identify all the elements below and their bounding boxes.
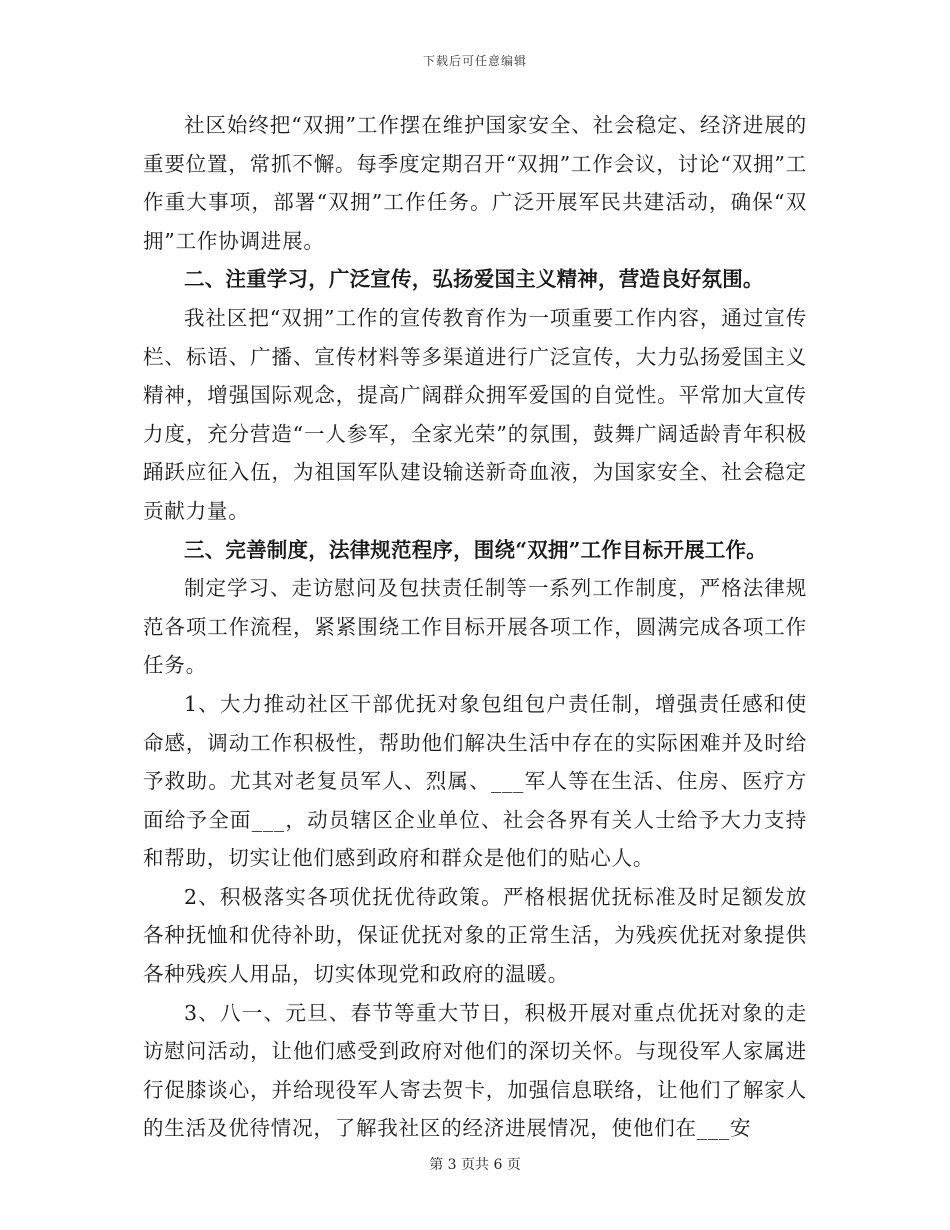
page-number: 第 3 页共 6 页 [429,1157,521,1173]
section-heading-3: 三、完善制度，法律规范程序，围绕“双拥”工作目标开展工作。 [184,537,767,562]
page-header: 下载后可任意编辑 [422,54,527,68]
section-heading-2: 二、注重学习，广泛宣传，弘扬爱国主义精神，营造良好氛围。 [184,267,764,292]
paragraph-systems: 制定学习、走访慰问及包扶责任制等一系列工作制度，严格法律规范各项工作流程，紧紧围绕工作目标开展各项工作，圆满完成各项工作任务。 [143,576,807,678]
paragraph-item-1: 1、大力推动社区干部优抚对象包组包户责任制，增强责任感和使命感，调动工作积极性，帮助他们解决生活中存在的实际困难并及时给予救助。尤其对老复员军人、烈属、___军人等在生活、住房、医疗方面给予全面___，动员辖区企业单位、社会各界有关人士给予大力支持和帮助，切实让他们感到政府和群众是他们的贴心人。 [143,691,807,871]
paragraph-item-2: 2、积极落实各项优抚优待政策。严格根据优抚标准及时足额发放各种抚恤和优待补助，保证优抚对象的正常生活，为残疾优抚对象提供各种残疾人用品，切实体现党和政府的温暖。 [143,884,807,987]
paragraph-publicity: 我社区把“双拥”工作的宣传教育作为一项重要工作内容，通过宣传栏、标语、广播、宣传材料等多渠道进行广泛宣传，大力弘扬爱国主义精神，增强国际观念，提高广阔群众拥军爱国的自觉性。平常加大宣传力度，充分营造“一人参军，全家光荣”的氛围，鼓舞广阔适龄青年积极踊跃应征入伍，为祖国军队建设输送新奇血液，为国家安全、社会稳定贡献力量。 [143,305,807,523]
document-body [143,106,807,1148]
paragraph-shuangyong-work: 社区始终把“双拥”工作摆在维护国家安全、社会稳定、经济进展的重要位置，常抓不懈。每季度定期召开“双拥”工作会议，讨论“双拥”工作重大事项，部署“双拥”工作任务。广泛开展军民共建活动，确保“双拥”工作协调进展。 [143,113,807,253]
paragraph-item-3: 3、八一、元旦、春节等重大节日，积极开展对重点优抚对象的走访慰问活动，让他们感受到政府对他们的深切关怀。与现役军人家属进行促膝谈心，并给现役军人寄去贺卡，加强信息联络，让他们了解家人的生活及优待情况，了解我社区的经济进展情况，使他们在___安 [143,1000,807,1141]
